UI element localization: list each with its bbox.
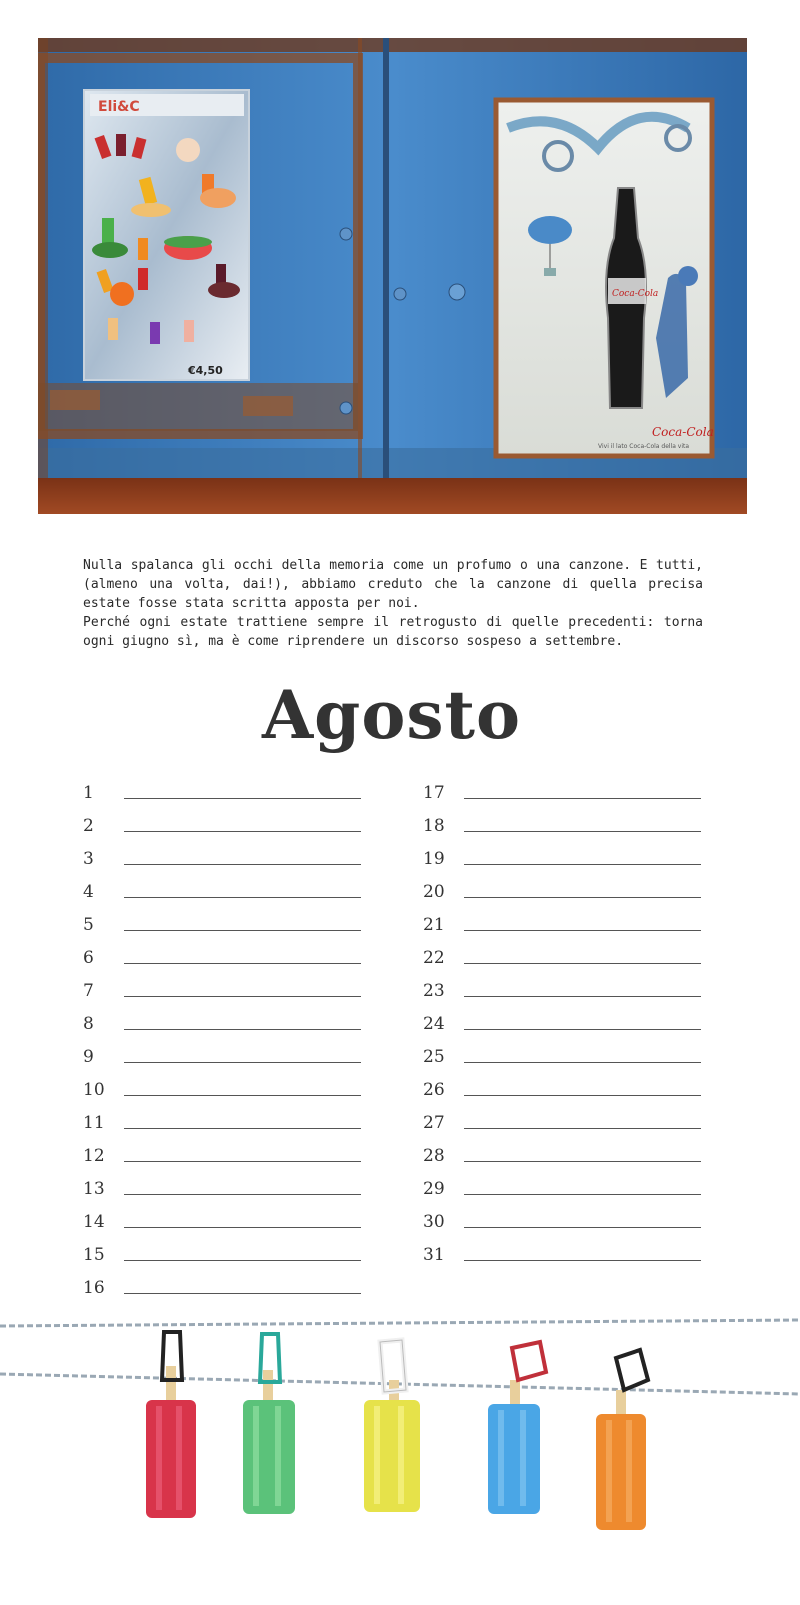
write-line [124,1029,361,1030]
day-number: 11 [83,1113,105,1133]
day-row[interactable] [83,844,363,877]
day-number: 9 [83,1047,94,1067]
poster-price: €4,50 [188,364,223,377]
days-column-left [83,778,363,1306]
day-row[interactable] [423,1042,703,1075]
day-number: 10 [83,1080,105,1100]
write-line [124,963,361,964]
day-number: 1 [83,783,94,803]
day-row[interactable] [423,778,703,811]
day-row[interactable] [423,976,703,1009]
popsicle-green [243,1334,295,1514]
write-line [124,996,361,997]
day-row[interactable] [83,1075,363,1108]
day-number: 24 [423,1014,445,1034]
day-number: 6 [83,948,94,968]
write-line [464,897,701,898]
day-number: 22 [423,948,445,968]
intro-text [83,556,703,651]
write-line [124,1293,361,1294]
write-line [464,798,701,799]
write-line [124,897,361,898]
write-line [464,1260,701,1261]
poster-caption: Vivi il lato Coca-Cola della vita [598,443,690,450]
day-row[interactable] [423,1207,703,1240]
write-line [464,996,701,997]
day-row[interactable] [83,943,363,976]
day-number: 5 [83,915,94,935]
ice-cream-poster [84,90,249,380]
day-row[interactable] [423,943,703,976]
day-number: 12 [83,1146,105,1166]
day-number: 17 [423,783,445,803]
day-row[interactable] [423,1141,703,1174]
day-number: 21 [423,915,445,935]
day-number: 23 [423,981,445,1001]
day-row[interactable] [83,778,363,811]
day-number: 19 [423,849,445,869]
day-row[interactable] [83,1273,363,1306]
write-line [464,1194,701,1195]
day-number: 29 [423,1179,445,1199]
coca-cola-poster [496,100,714,456]
blue-door-with-posters [38,38,747,514]
day-row[interactable] [423,1108,703,1141]
day-row[interactable] [83,976,363,1009]
popsicles-illustration [0,1310,800,1601]
day-row[interactable] [83,1141,363,1174]
write-line [464,1062,701,1063]
write-line [464,930,701,931]
write-line [124,831,361,832]
write-line [464,963,701,964]
days-column-right [423,778,703,1273]
day-row[interactable] [83,1240,363,1273]
day-row[interactable] [83,811,363,844]
day-row[interactable] [83,1207,363,1240]
day-row[interactable] [83,1108,363,1141]
write-line [124,1260,361,1261]
day-number: 30 [423,1212,445,1232]
day-number: 26 [423,1080,445,1100]
day-number: 7 [83,981,94,1001]
day-number: 16 [83,1278,105,1298]
day-number: 31 [423,1245,445,1265]
write-line [124,1128,361,1129]
write-line [464,864,701,865]
write-line [124,864,361,865]
day-number: 28 [423,1146,445,1166]
day-row[interactable] [423,1174,703,1207]
day-row[interactable] [423,910,703,943]
day-number: 18 [423,816,445,836]
day-number: 15 [83,1245,105,1265]
write-line [464,1095,701,1096]
day-row[interactable] [423,1009,703,1042]
svg-text:Eli&C: Eli&C [98,99,140,115]
write-line [464,1029,701,1030]
day-number: 2 [83,816,94,836]
day-number: 3 [83,849,94,869]
write-line [124,930,361,931]
write-line [464,1128,701,1129]
day-row[interactable] [83,877,363,910]
popsicle-yellow [364,1340,420,1512]
write-line [124,1095,361,1096]
day-number: 14 [83,1212,105,1232]
month-title: Agosto [261,676,522,754]
day-row[interactable] [423,844,703,877]
day-number: 8 [83,1014,94,1034]
day-row[interactable] [83,910,363,943]
write-line [464,1227,701,1228]
day-number: 20 [423,882,445,902]
popsicle-orange [596,1350,648,1530]
write-line [464,831,701,832]
day-row[interactable] [83,1009,363,1042]
popsicles-clothesline-photo [0,1310,800,1601]
intro-paragraph-1: Nulla spalanca gli occhi della memoria come un profumo o una canzone. E tutti, (almeno una volta, dai!), abbiamo creduto che la canzone di quella precisa estate fosse stata scritta apposta per noi. [83,558,703,611]
write-line [124,1227,361,1228]
day-row[interactable] [423,877,703,910]
write-line [124,1194,361,1195]
day-number: 27 [423,1113,445,1133]
bottle-label: Coca-Cola [612,289,659,299]
write-line [124,1062,361,1063]
popsicle-blue [488,1342,546,1514]
popsicle-red [146,1332,196,1518]
day-number: 4 [83,882,94,902]
write-line [464,1161,701,1162]
day-row[interactable] [423,811,703,844]
day-row[interactable] [83,1042,363,1075]
day-number: 25 [423,1047,445,1067]
day-number: 13 [83,1179,105,1199]
intro-paragraph-2: Perché ogni estate trattiene sempre il retrogusto di quelle precedenti: torna ogni giugno sì, ma è come riprendere un discorso sospeso a settembre. [83,615,703,649]
day-row[interactable] [83,1174,363,1207]
clothesline-top [0,1320,800,1326]
header-photo [38,38,747,514]
day-row[interactable] [423,1240,703,1273]
write-line [124,1161,361,1162]
day-row[interactable] [423,1075,703,1108]
poster-logo: Coca-Cola [652,425,714,439]
write-line [124,798,361,799]
